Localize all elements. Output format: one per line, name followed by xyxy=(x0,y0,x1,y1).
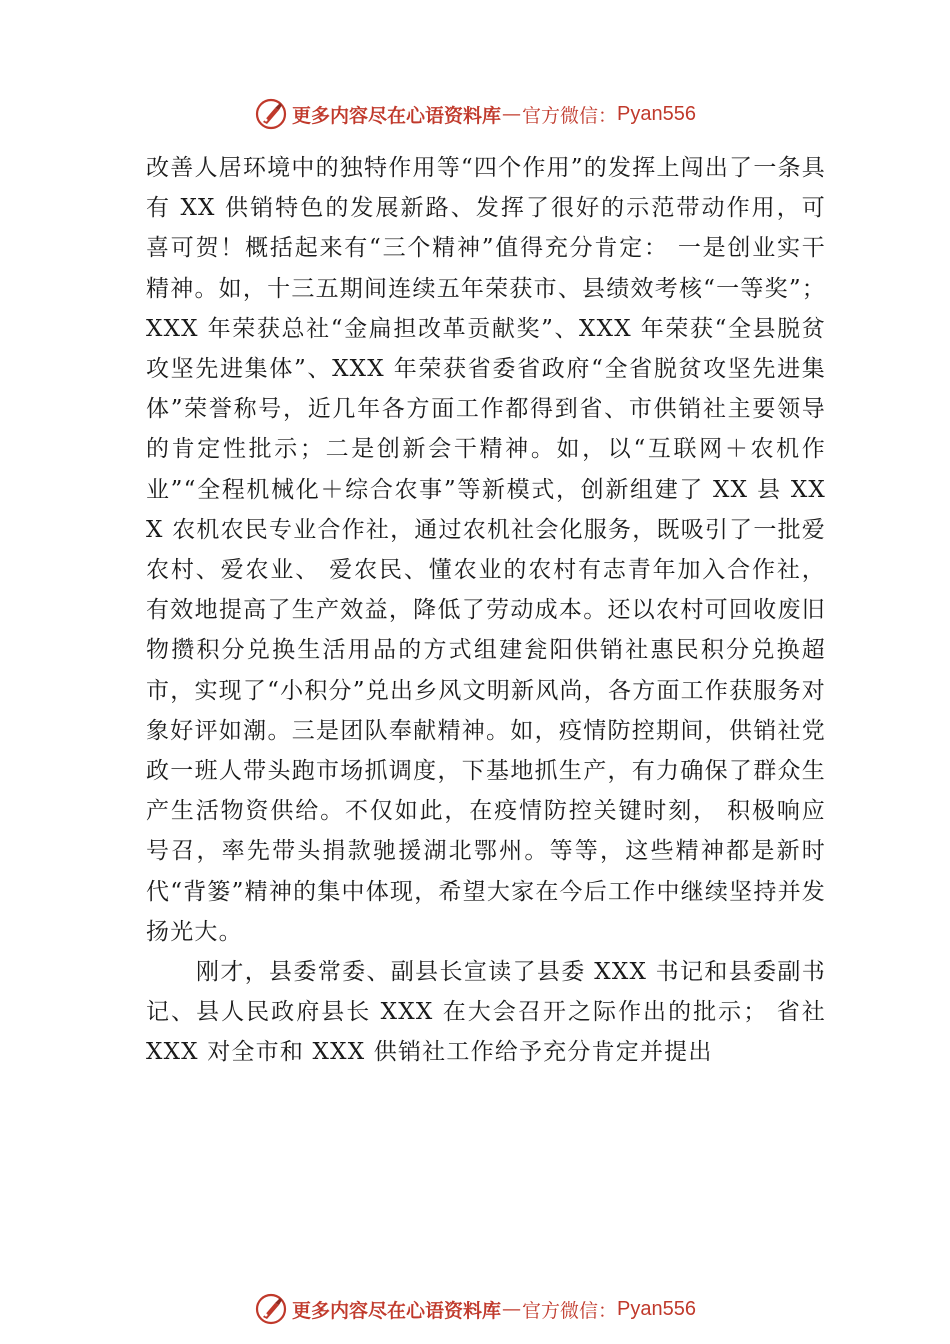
document-body xyxy=(146,148,826,1073)
footer-wechat-label: 官方微信： xyxy=(522,1299,618,1322)
header-promo-text: 更多内容尽在心语资料库 xyxy=(292,104,502,127)
header-banner xyxy=(0,94,950,134)
footer-banner xyxy=(0,1289,950,1329)
header-wechat-label: 官方微信： xyxy=(522,104,618,127)
pen-nib-logo-icon xyxy=(254,1292,288,1326)
footer-dash: — xyxy=(502,1298,522,1320)
header-wechat-id: Pyan556 xyxy=(617,102,696,125)
body-paragraph-2: 刚才，县委常委、副县长宣读了县委 XXX 书记和县委副书记、县人民政府县长 XXX 在大会召开之际作出的批示； 省社 XXX 对全市和 XXX 供销社工作给予充分肯定并提出 xyxy=(146,959,826,1066)
header-dash: — xyxy=(502,103,522,125)
body-paragraph-1: 改善人居环境中的独特作用等“四个作用”的发挥上闯出了一条具有 XX 供销特色的发展新路、发挥了很好的示范带动作用，可喜可贺！概括起来有“三个精神”值得充分肯定： 一是创业实干精神。如，十三五期间连续五年荣获市、县绩效考核“一等奖”；XXX 年荣获总社“金扁担改革贡献奖”、XXX 年荣获“全县脱贫攻坚先进集体”、XXX 年荣获省委省政府“全省脱贫攻坚先进集体”荣誉称号，近几年各方面工作都得到省、市供销社主要领导的肯定性批示；二是创新会干精神。如，以“互联网＋农机作业”“全程机械化＋综合农事”等新模式，创新组建了 XX 县 XXX 农机农民专业合作社，通过农机社会化服务，既吸引了一批爱农村、爱农业、 爱农民、懂农业的农村有志青年加入合作社，有效地提高了生产效益，降低了劳动成本。还以农村可回收废旧物攒积分兑换生活用品的方式组建瓮阳供销社惠民积分兑换超市，实现了“小积分”兑出乡风文明新风尚，各方面工作获服务对象好评如潮。三是团队奉献精神。如，疫情防控期间，供销社党政一班人带头跑市场抓调度，下基地抓生产，有力确保了群众生产生活物资供给。不仅如此，在疫情防控关键时刻， 积极响应号召，率先带头捐款驰援湖北鄂州。等等，这些精神都是新时代“背篓”精神的集中体现，希望大家在今后工作中继续坚持并发扬光大。 xyxy=(146,155,826,945)
pen-nib-logo-icon xyxy=(254,97,288,131)
footer-wechat-id: Pyan556 xyxy=(617,1297,696,1320)
footer-promo-text: 更多内容尽在心语资料库 xyxy=(292,1299,502,1322)
